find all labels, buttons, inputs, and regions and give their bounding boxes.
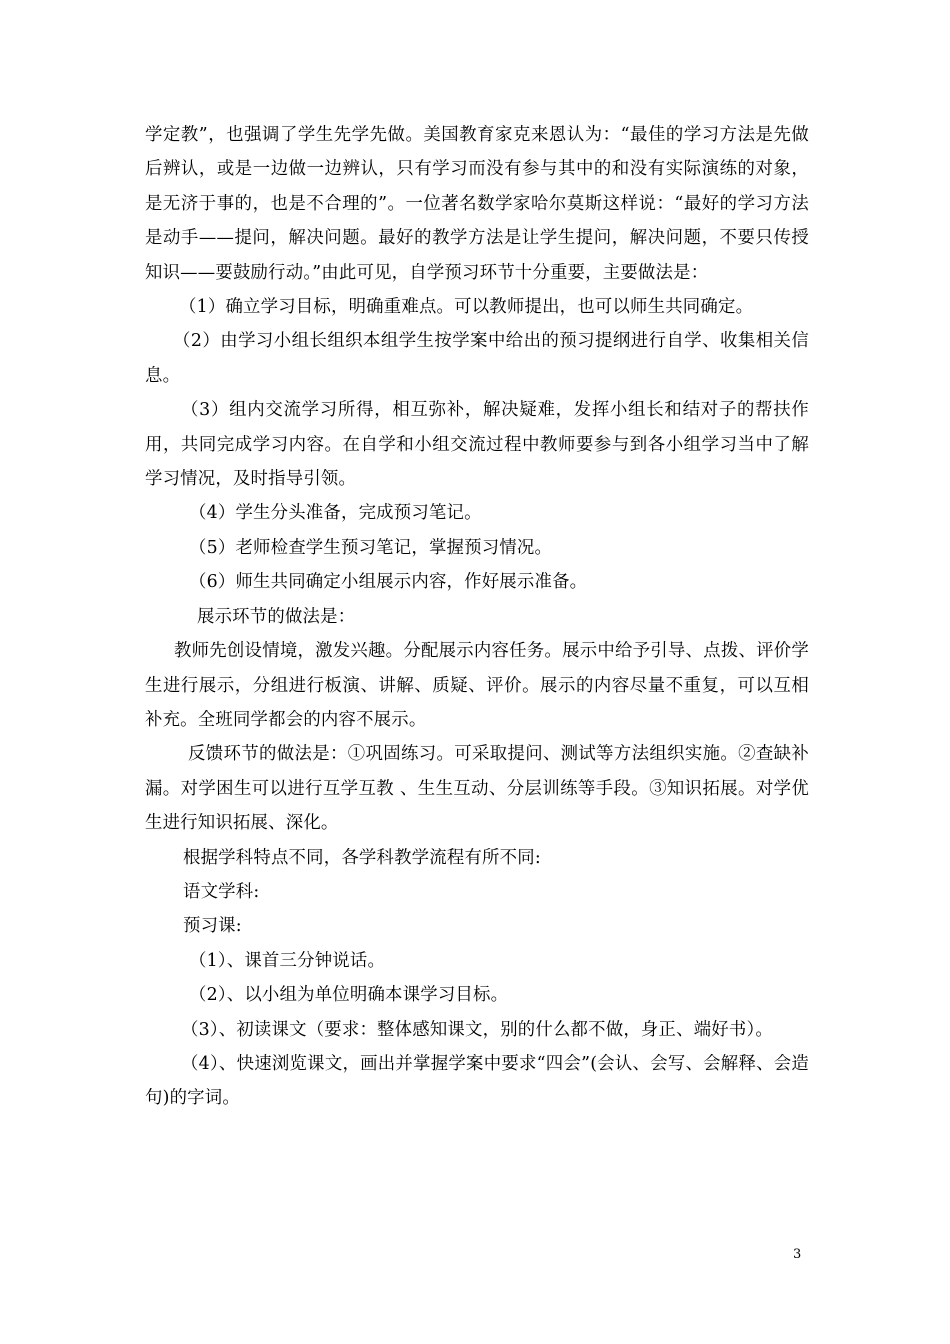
paragraph-step-4: （4）学生分头准备，完成预习笔记。 [189,503,482,524]
paragraph-lesson-step-2: （2）、以小组为单位明确本课学习目标。 [189,985,509,1006]
paragraph-step-6: （6）师生共同确定小组展示内容，作好展示准备。 [189,572,588,593]
paragraph-display-body: 教师先创设情境，激发兴趣。分配展示内容任务。展示中给予引导、点拨、评价学生进行展示，分组进行板演、讲解、质疑、评价。展示的内容尽量不重复，可以互相补充。全班同学都会的内容不展示。 [145,641,809,730]
paragraph-lesson-step-3: （3）、初读课文（要求：整体感知课文，别的什么都不做，身正、端好书）。 [181,1019,773,1040]
paragraph-chinese-subject: 语文学科: [183,881,260,902]
paragraph-step-1: （1）确立学习目标，明确重难点。可以教师提出，也可以师生共同确定。 [179,297,754,318]
paragraph-subject-intro: 根据学科特点不同，各学科教学流程有所不同: [183,847,541,868]
paragraph-lesson-step-4: （4）、快速浏览课文，画出并掌握学案中要求“四会”(会认、会写、会解释、会造句)的字词。 [145,1053,809,1109]
paragraph-intro: 学定教”，也强调了学生先学先做。美国教育家克来恩认为：“最佳的学习方法是先做后辨认，或是一边做一边辨认，只有学习而没有参与其中的和没有实际演练的对象，是无济于事的，也是不合理的”。一位著名数学家哈尔莫斯这样说：“最好的学习方法是动手——提问，解决问题。最好的教学方法是让学生提问，解决问题，不要只传授知识——要鼓励行动。”由此可见，自学预习环节十分重要，主要做法是： [145,125,809,283]
body-text [145,118,809,1116]
paragraph-feedback: 反馈环节的做法是：①巩固练习。可采取提问、测试等方法组织实施。②查缺补漏。对学困生可以进行互学互教 、生生互动、分层训练等手段。③知识拓展。对学优生进行知识拓展、深化。 [145,744,809,834]
page-number: 3 [793,1247,802,1262]
paragraph-step-3: （3）组内交流学习所得，相互弥补，解决疑难，发挥小组长和结对子的帮扶作用，共同完成学习内容。在自学和小组交流过程中教师要参与到各小组学习当中了解学习情况，及时指导引领。 [145,400,809,490]
paragraph-step-2: （2）由学习小组长组织本组学生按学案中给出的预习提纲进行自学、收集相关信息。 [145,331,809,386]
paragraph-step-5: （5）老师检查学生预习笔记，掌握预习情况。 [189,537,553,558]
paragraph-lesson-step-1: （1）、课首三分钟说话。 [189,950,386,971]
paragraph-preview-lesson: 预习课: [183,916,242,937]
paragraph-display-heading: 展示环节的做法是： [197,606,356,627]
